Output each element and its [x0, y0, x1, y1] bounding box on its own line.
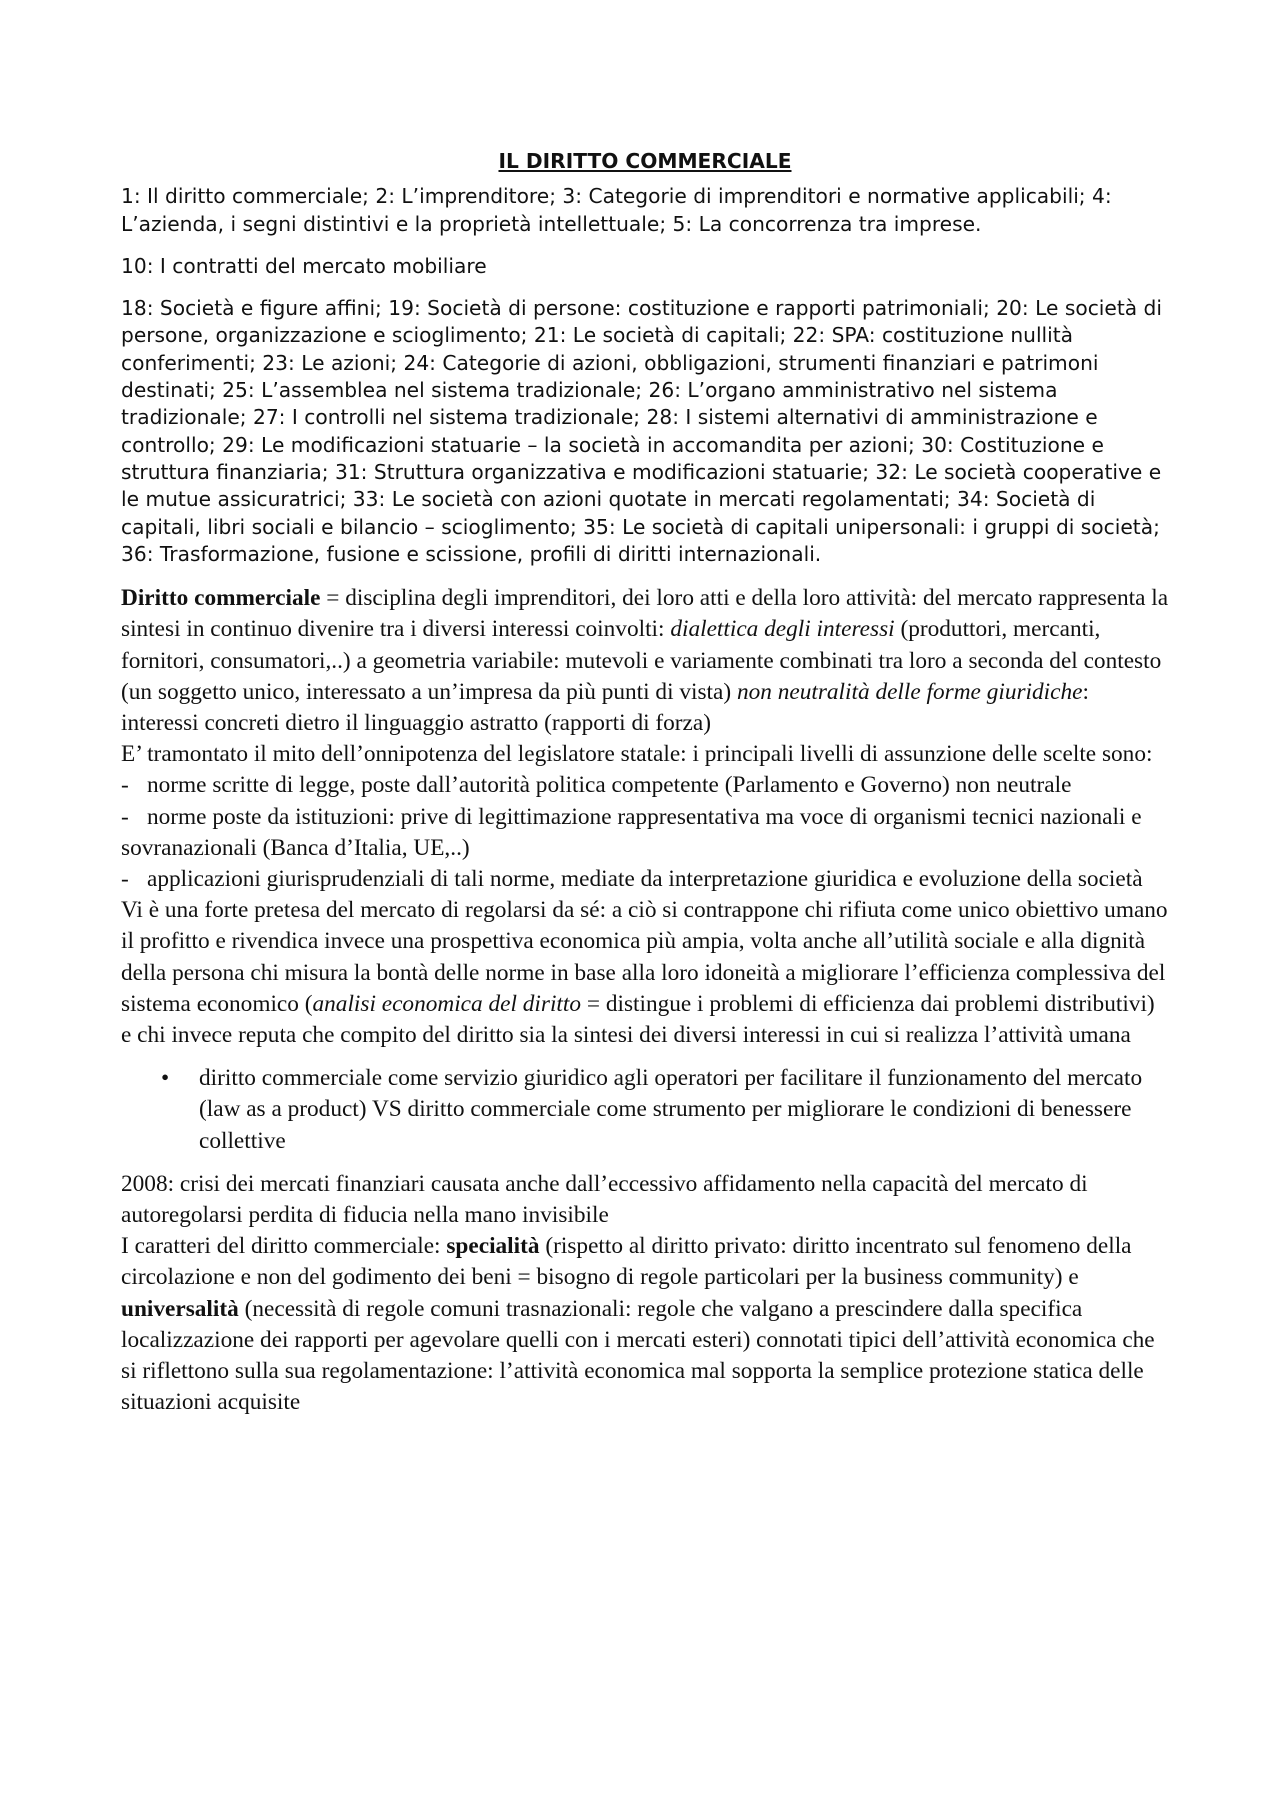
intro-paragraph [121, 583, 1169, 739]
characters-text-2: (rispetto al diritto privato: diritto incentrato sul fenomeno della circolazione e non del godimento dei beni = bisogno di regole particolari per la business community) e [121, 1233, 1132, 1291]
dash-item [121, 770, 1169, 801]
bullet-marker: • [161, 1065, 170, 1092]
intro-text-3: : interessi concreti dietro il linguaggio astratto (rapporti di forza) [121, 678, 1089, 736]
characters-paragraph [121, 1231, 1169, 1418]
intro-term: Diritto commerciale [121, 585, 321, 612]
dash-item-text: applicazioni giurisprudenziali di tali norme, mediate da interpretazione giuridica e evoluzione della società [147, 865, 1143, 892]
document-content [121, 148, 1169, 1418]
market-text-1: Vi è una forte pretesa del mercato di regolarsi da sé: a ciò si contrappone chi rifiuta come unico obiettivo umano il profitto e rivendica invece una prospettiva economica più ampia, volta anche all’utilità sociale e alla dignità della persona chi misura la bontà delle norme in base alla loro idoneità a migliorare l’efficienza complessiva del sistema economico ( [121, 897, 1168, 1017]
toc-entry-1: 1: Il diritto commerciale; 2: L’imprenditore; 3: Categorie di imprenditori e normative applicabili; 4: L’azienda, i segni distintivi e la proprietà intellettuale; 5: La concorrenza tra imprese. [121, 184, 1112, 236]
legislator-paragraph: E’ tramontato il mito dell’onnipotenza del legislatore statale: i principali livelli di assunzione delle scelte sono: [121, 741, 1153, 768]
characters-text-1: I caratteri del diritto commerciale: [121, 1233, 447, 1260]
document-title: IL DIRITTO COMMERCIALE [498, 149, 792, 173]
characters-bold-2: universalità [121, 1295, 239, 1322]
characters-text-3: (necessità di regole comuni trasnazionali: regole che valgano a prescindere dalla specifica localizzazione dei rapporti per agevolare quelli con i mercati esteri) connotati tipici dell’attività economica che si riflettono sulla sua regolamentazione: l’attività economica mal sopporta la semplice protezione statica delle situazioni acquisite [121, 1295, 1155, 1416]
intro-italic-2: non neutralità delle forme giuridiche [736, 678, 1083, 705]
intro-text-1: = disciplina degli imprenditori, dei loro atti e della loro attività: del mercato rappresenta la sintesi in continuo divenire tra i diversi interessi coinvolti: [121, 585, 1169, 643]
bullet-item [121, 1063, 1169, 1157]
dash-item [121, 802, 1169, 864]
dash-item-text: norme scritte di legge, poste dall’autorità politica competente (Parlamento e Governo) non neutrale [147, 772, 1072, 799]
market-text-2: = distingue i problemi di efficienza dai problemi distributivi) e chi invece reputa che compito del diritto sia la sintesi dei diversi interessi in cui si realizza l’attività umana [121, 990, 1155, 1048]
intro-italic-1: dialettica degli interessi [670, 616, 895, 643]
dash-marker: - [121, 865, 129, 892]
market-paragraph [121, 895, 1169, 1051]
toc-entry-2: 10: I contratti del mercato mobiliare [121, 253, 487, 278]
characters-bold-1: specialità [446, 1233, 540, 1260]
dash-marker: - [121, 803, 129, 830]
dash-item-text: norme poste da istituzioni: prive di legittimazione rappresentativa ma voce di organismi tecnici nazionali e sovranazionali (Banca d’Italia, UE,..) [121, 803, 1142, 861]
toc-entry-3: 18: Società e figure affini; 19: Società di persone: costituzione e rapporti patrimoniali; 20: Le società di persone, organizzazione e scioglimento; 21: Le società di capitali; 22: SPA: costituzione nullità conferimenti; 23: Le azioni; 24: Categorie di azioni, obbligazioni, strumenti finanziari e patrimoni destinati; 25: L’assemblea nel sistema tradizionale; 26: L’organo amministrativo nel sistema tradizionale; 27: I controlli nel sistema tradizionale; 28: I sistemi alternativi di amministrazione e controllo; 29: Le modificazioni statuarie – la società in accomandita per azioni; 30: Costituzione e struttura finanziaria; 31: Struttura organizzativa e modificazioni statuarie; 32: Le società cooperative e le mutue assicuratrici; 33: Le società con azioni quotate in mercati regolamentati; 34: Società di capitali, libri sociali e bilancio – scioglimento; 35: Le società di capitali unipersonali: i gruppi di società; 36: Trasformazione, fusione e scissione, profili di diritti internazionali. [121, 296, 1162, 566]
intro-text-2: (produttori, mercanti, fornitori, consumatori,..) a geometria variabile: mutevoli e variamente combinati tra loro a seconda del contesto (un soggetto unico, interessato a un’impresa da più punti di vista) [121, 616, 1162, 705]
dash-marker: - [121, 772, 129, 799]
dash-item [121, 864, 1169, 895]
bullet-item-text: diritto commerciale come servizio giuridico agli operatori per facilitare il funzionamento del mercato (law as a product) VS diritto commerciale come strumento per migliorare le condizioni di benessere collettive [199, 1065, 1143, 1154]
market-italic: analisi economica del diritto [312, 990, 582, 1017]
bullet-list [121, 1063, 1169, 1157]
crisis-paragraph: 2008: crisi dei mercati finanziari causata anche dall’eccessivo affidamento nella capacità del mercato di autoregolarsi perdita di fiducia nella mano invisibile [121, 1170, 1088, 1229]
